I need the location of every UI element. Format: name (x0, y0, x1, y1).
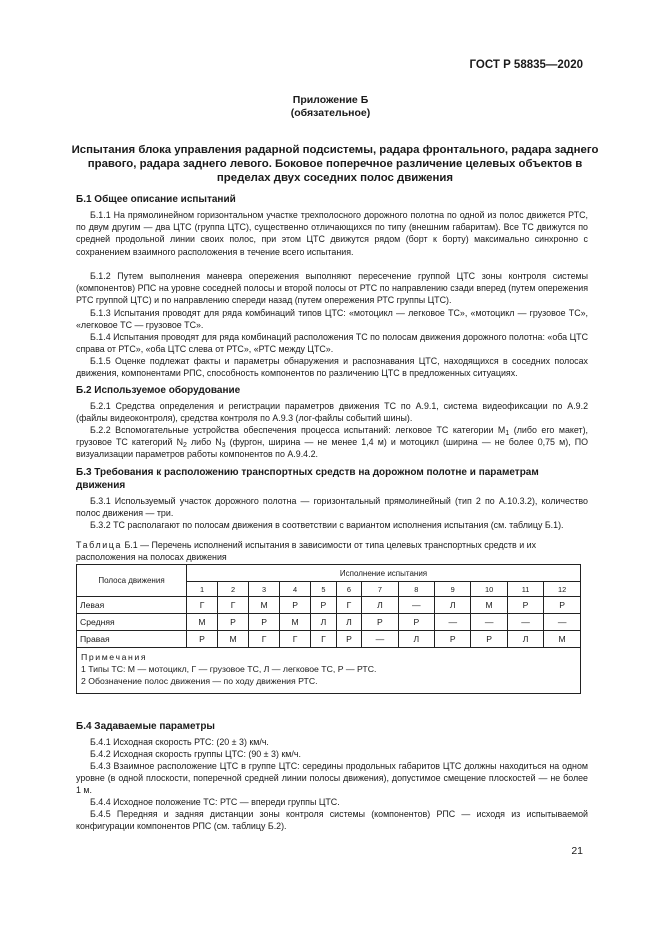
appendix-status: (обязательное) (290, 107, 371, 119)
execution-table (76, 564, 581, 694)
column-number: 6 (336, 582, 362, 597)
table-row (77, 631, 581, 648)
table-cell: Р (362, 614, 398, 631)
table-cell: Г (187, 597, 218, 614)
table-row (77, 614, 581, 631)
appendix-title: Приложение Б (292, 94, 369, 106)
table-cell: — (507, 614, 543, 631)
table-cell: Р (249, 614, 280, 631)
section-heading-b1: Б.1 Общее описание испытаний (76, 194, 236, 205)
table-cell: Р (311, 597, 337, 614)
lane-label: Средняя (77, 614, 187, 631)
notes-title: Примечания (81, 652, 148, 662)
paragraph-b3-1: Б.3.1 Используемый участок дорожного полотна — горизонтальный прямолинейный (тип 2 по А.10.3.2), количество полос движения — три. (76, 496, 588, 519)
page-number: 21 (571, 845, 583, 857)
column-number: 4 (280, 582, 311, 597)
table-cell: Л (311, 614, 337, 631)
column-number: 3 (249, 582, 280, 597)
table-cell: Р (544, 597, 581, 614)
table-cell: М (249, 597, 280, 614)
table-notes (77, 648, 581, 694)
column-number: 7 (362, 582, 398, 597)
column-number: 10 (471, 582, 507, 597)
lane-header: Полоса движения (77, 565, 187, 597)
column-number: 2 (218, 582, 249, 597)
paragraph-b2-1: Б.2.1 Средства определения и регистрации параметров движения ТС по А.9.1, система видеофиксации по А.9.2 (файлы видеоконтроля), средства контроля по А.9.3 (лог-файлы событий шины). (76, 401, 588, 424)
table-cell: Р (507, 597, 543, 614)
paragraph-b1-3: Б.1.3 Испытания проводят для ряда комбинаций типов ЦТС: «мотоцикл — легковое ТС», «мотоцикл — грузовое ТС», «легковое ТС — грузовое ТС». (76, 308, 588, 331)
table-cell: М (471, 597, 507, 614)
table-cell: Г (336, 597, 362, 614)
table-cell: Р (218, 614, 249, 631)
table-cell: — (471, 614, 507, 631)
column-number: 12 (544, 582, 581, 597)
column-number: 9 (435, 582, 471, 597)
table-cell: — (435, 614, 471, 631)
table-cell: Р (187, 631, 218, 648)
lane-label: Левая (77, 597, 187, 614)
paragraph-b2-2: Б.2.2 Вспомогательные устройства обеспечения процесса испытаний: легковое ТС категории $М_1$ (либо его макет), грузовое ТС категорий $N_2$ либо $N_3$ (фургон, ширина — не менее 1,4 м) и мотоцикл (ширина — не более 0,75 м), ПО визуализации параметров работы компонентов по А.9.4.2. (76, 425, 588, 460)
paragraph-b4-4: Б.4.4 Исходное положение ТС: РТС — впереди группы ЦТС. (90, 797, 340, 807)
paragraph-b3-2: Б.3.2 ТС располагают по полосам движения в соответствии с вариантом исполнения испытания (см. таблицу Б.1). (90, 520, 564, 530)
table-cell: М (544, 631, 581, 648)
section-heading-b2: Б.2 Используемое оборудование (76, 385, 241, 396)
section-heading-b3: Б.3 Требования к расположению транспортных средств на дорожном полотне и параметрам движения (76, 467, 539, 491)
table-cell: Л (507, 631, 543, 648)
table-cell: Л (398, 631, 434, 648)
main-title: Испытания блока управления радарной подсистемы, радара фронтального, радара заднего правого, радара заднего левого. Боковое поперечное различение целевых объектов в пределах двух соседних полос движения (71, 144, 599, 184)
table-cell: Л (362, 597, 398, 614)
table-cell: — (544, 614, 581, 631)
table-cell: Р (435, 631, 471, 648)
column-number: 8 (398, 582, 434, 597)
table-cell: М (218, 631, 249, 648)
column-number: 11 (507, 582, 543, 597)
paragraph-b4-5: Б.4.5 Передняя и задняя дистанции зоны контроля системы (компонентов) РПС — исходя из испытываемой конфигурации компонентов РПС (см. таблицу Б.2). (76, 809, 588, 832)
standard-code: ГОСТ Р 58835—2020 (469, 59, 583, 71)
table-cell: Г (249, 631, 280, 648)
table-cell: — (398, 597, 434, 614)
column-number: 5 (311, 582, 337, 597)
note-item: 2 Обозначение полос движения — по ходу движения РТС. (81, 676, 318, 687)
table-cell: Г (311, 631, 337, 648)
paragraph-b1-1: Б.1.1 На прямолинейном горизонтальном участке трехполосного дорожного полотна по одной из полос движется РТС, по двум другим — два ЦТС (группа ЦТС), существенно отличающихся по типу (внешним габаритам). Все ТС движутся по средней продольной линии своих полос, при этом ЦТС движутся рядом (борт к борту) максимально синхронно с сохранением взаимного расположения в течение всего испытания. (76, 210, 588, 257)
table-row (77, 597, 581, 614)
table-cell: Р (280, 597, 311, 614)
table-cell: Л (435, 597, 471, 614)
paragraph-b4-2: Б.4.2 Исходная скорость группы ЦТС: (90 ± 3) км/ч. (90, 749, 301, 759)
table-cell: Р (398, 614, 434, 631)
note-item: 1 Типы ТС: М — мотоцикл, Г — грузовое ТС, Л — легковое ТС, Р — РТС. (81, 664, 377, 675)
paragraph-b4-3: Б.4.3 Взаимное расположение ЦТС в группе ЦТС: середины продольных габаритов ЦТС должны находиться на одном уровне (в одной плоскости, поперечной средней линии полосы движения), допустимое смещение плоскостей — не более 1 м. (76, 761, 588, 796)
table-caption: Таблица Б.1 — Перечень исполнений испытания в зависимости от типа целевых транспортных средств и их расположения на полосах движения (76, 540, 537, 563)
notes-row (77, 648, 581, 694)
paragraph-b1-2: Б.1.2 Путем выполнения маневра опережения выполняют пересечение группой ЦТС зоны контроля системы (компонентов) РПС на уровне соседней полосы и второй полосы от РТС по направлению сзади вперед (путем опережения РТС группой ЦТС) и по направлению спереди назад (путем опережения РТС группы ЦТС). (76, 271, 588, 306)
paragraph-b1-5: Б.1.5 Оценке подлежат факты и параметры обнаружения и распознавания ЦТС, находящихся в соседних полосах движения, компонентами РПС, способность компонентов по различению ЦТС в предложенных ситуациях. (76, 356, 588, 379)
table-cell: Г (218, 597, 249, 614)
table-cell: Р (471, 631, 507, 648)
table-cell: — (362, 631, 398, 648)
paragraph-b1-4: Б.1.4 Испытания проводят для ряда комбинаций расположения ТС по полосам движения дорожного полотна: «оба ЦТС справа от РТС», «оба ЦТС слева от РТС», «РТС между ЦТС». (76, 332, 588, 355)
table-cell: Г (280, 631, 311, 648)
table-cell: М (280, 614, 311, 631)
table-cell: Л (336, 614, 362, 631)
section-heading-b4: Б.4 Задаваемые параметры (76, 721, 215, 732)
execution-header: Исполнение испытания (187, 565, 581, 582)
table-cell: Р (336, 631, 362, 648)
lane-label: Правая (77, 631, 187, 648)
paragraph-b4-1: Б.4.1 Исходная скорость РТС: (20 ± 3) км/ч. (90, 737, 269, 747)
column-number: 1 (187, 582, 218, 597)
table-cell: М (187, 614, 218, 631)
